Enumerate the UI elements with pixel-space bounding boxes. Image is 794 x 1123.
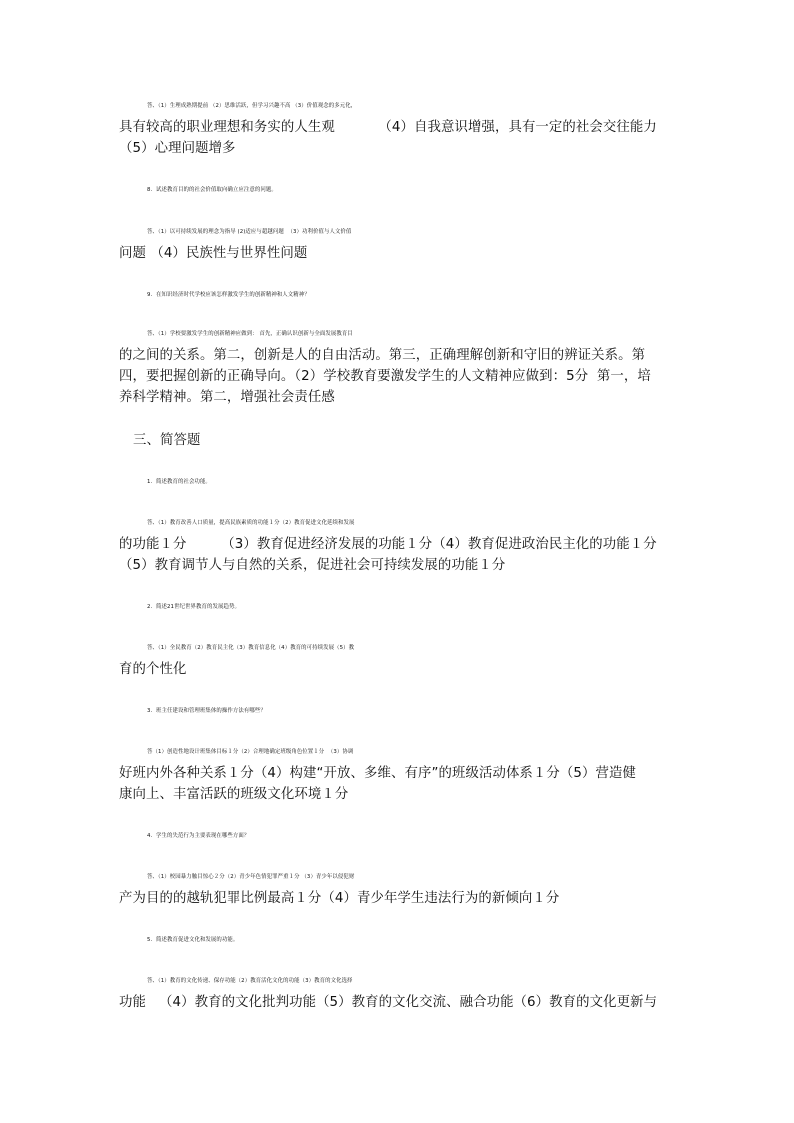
answer-paragraph-7 [119, 96, 679, 159]
text-line: （5）心理问题增多 [119, 141, 236, 156]
answer-paragraph-2 [119, 638, 679, 680]
text-line: 养科学精神。第二，增强社会责任感 [119, 390, 335, 405]
text-line: 产为目的的越轨犯罪比例最高１分（4）青少年学生违法行为的新倾向１分 [119, 891, 560, 906]
text-line: 育的个性化 [119, 662, 187, 677]
text-line: 问题 （4）民族性与世界性问题 [119, 246, 308, 261]
text-line: 答、（1）教育改善人口质量，提高民族素质的功能１分（2）教育促进文化延续和发展 [147, 520, 355, 526]
text-line: 答、（1）校园暴力触目惊心２分（2）青少年色情犯罪严重１分 （3）青少年以侵犯财 [147, 874, 355, 880]
text-line: 答、（1）教育的文化传递、保存功能（2）教育活化文化的功能（3）教育的文化选择 [147, 978, 353, 984]
text-line: 康向上、丰富活跃的班级文化环境１分 [119, 787, 349, 802]
text-line: 答、（1）全民教育（2）教育民主化（3）教育信息化（4）教育的可持续发展（5）教 [147, 645, 355, 651]
answer-paragraph-4 [119, 867, 679, 909]
text-line: 功能 （4）教育的文化批判功能（5）教育的文化交流、融合功能（6）教育的文化更新与 [119, 995, 658, 1010]
text-line: 答、（1）以可持续发展的理念为指导 (2)适应与超越问题 （3）功利价值与人文价值 [147, 229, 352, 235]
answer-paragraph-3 [119, 742, 679, 805]
question-3 [119, 701, 679, 722]
question-text: 8．试述教育目的的社会价值取向确立应注意的问题。 [147, 187, 277, 193]
question-2 [119, 597, 679, 618]
question-text: 5．简述教育促进文化和发展的功能。 [147, 937, 239, 943]
text-line: 答、（1）生理成熟期提前 （2）思维活跃，但学习兴趣不高 （3）价值观念的多元化， [147, 103, 357, 109]
text-line: 四，要把握创新的正确导向。（2）学校教育要激发学生的人文精神应做到：5分 第一，培 [119, 369, 651, 384]
question-text: 2．简述21世纪世界教育的发展趋势。 [147, 604, 240, 610]
question-5 [119, 930, 679, 951]
text-line: 答（1）创造性地设计班集体目标１分（2）合理地确定班级角色位置１分 （3）协调 [147, 749, 354, 755]
section-title: 三、简答题 [133, 433, 201, 448]
text-line: 具有较高的职业理想和务实的人生观 （4）自我意识增强，具有一定的社会交往能力 [119, 120, 657, 135]
answer-paragraph-8 [119, 222, 679, 264]
text-line: （5）教育调节人与自然的关系，促进社会可持续发展的功能１分 [119, 558, 506, 573]
text-line: 的功能１分 （3）教育促进经济发展的功能１分（4）教育促进政治民主化的功能１分 [119, 537, 657, 552]
text-line: 好班内外各种关系１分（4）构建“开放、多维、有序”的班级活动体系１分（5）营造健 [119, 766, 636, 781]
answer-paragraph-1 [119, 513, 679, 576]
answer-paragraph-5 [119, 971, 679, 1013]
question-text: 3．班主任建设和管理班集体的操作方法有哪些？ [147, 708, 266, 714]
answer-paragraph-9 [119, 324, 679, 408]
question-text: 4．学生的失范行为主要表现在哪些方面？ [147, 833, 250, 839]
question-1 [119, 472, 679, 493]
text-line: 答、（1）学校要激发学生的创新精神应做到： 首先，正确认识创新与全面发展教育目 [147, 331, 353, 337]
question-text: 1．简述教育的社会功能。 [147, 479, 211, 485]
question-8 [119, 180, 679, 201]
question-4 [119, 826, 679, 847]
question-text: 9．在知识经济时代学校应该怎样激发学生的创新精神和人文精神？ [147, 292, 310, 298]
question-9 [119, 285, 679, 306]
text-line: 的之间的关系。第二，创新是人的自由活动。第三，正确理解创新和守旧的辨证关系。第 [119, 348, 646, 363]
section-heading [119, 430, 679, 451]
